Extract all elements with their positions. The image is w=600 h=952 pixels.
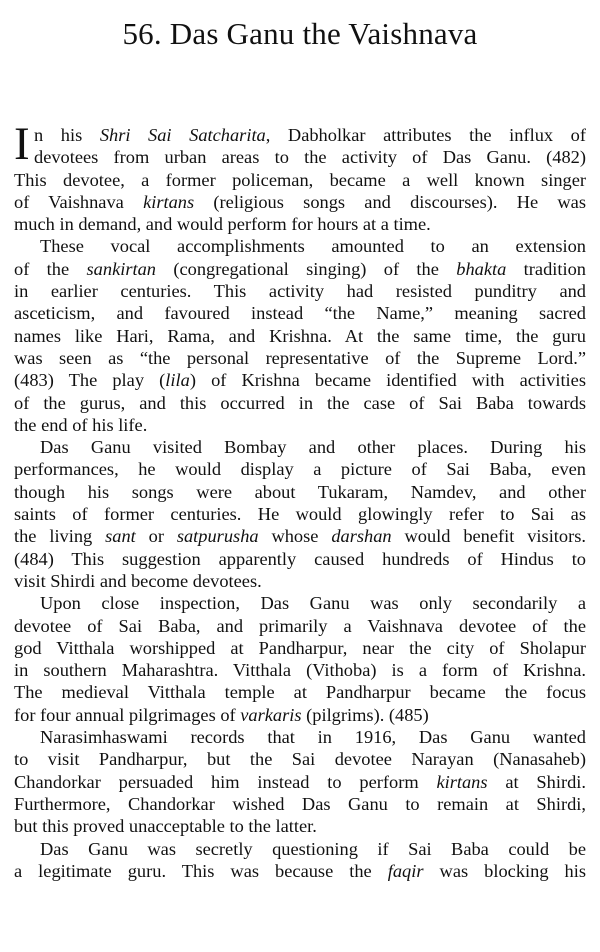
text-run: would benefit visitors.	[391, 526, 586, 547]
text-run: the end of his life.	[14, 414, 148, 435]
text-run: god Vitthala worshipped at Pandharpur, near the city of Sholapur	[14, 637, 586, 658]
italic-term: sant	[105, 526, 136, 547]
text-run: Furthermore, Chandorkar wished Das Ganu to remain at Shirdi,	[14, 793, 586, 814]
text-run: performances, he would display a picture of Sai Baba, even	[14, 459, 586, 480]
italic-term: faqir	[387, 860, 424, 881]
text-line	[14, 548, 586, 570]
text-line	[14, 414, 586, 436]
text-run: the living	[14, 526, 106, 547]
text-run: These vocal accomplishments amounted to an extension	[40, 236, 586, 257]
italic-term: lila	[165, 370, 190, 391]
text-run: was blocking his	[423, 860, 586, 881]
text-line	[14, 213, 586, 235]
text-line	[14, 392, 586, 414]
text-line	[14, 838, 586, 860]
text-run: was seen as “the personal representative of the Supreme Lord.”	[14, 347, 586, 368]
text-line	[14, 235, 586, 257]
text-run: (religious songs and discourses). He was	[194, 191, 587, 212]
text-run: devotee of Sai Baba, and primarily a Vaishnava devotee of the	[14, 615, 586, 636]
text-line	[14, 347, 586, 369]
text-line	[14, 369, 586, 391]
text-run: but this proved unacceptable to the latter.	[14, 816, 317, 837]
italic-term: kirtans	[143, 191, 195, 212]
text-line	[14, 458, 586, 480]
text-run: The medieval Vitthala temple at Pandharpur became the focus	[14, 682, 586, 703]
text-run: (pilgrims). (485)	[301, 704, 429, 725]
text-line	[14, 815, 586, 837]
text-run: asceticism, and favoured instead “the Name,” meaning sacred	[14, 303, 586, 324]
italic-term: satpurusha	[176, 526, 259, 547]
text-run: names like Hari, Rama, and Krishna. At the same time, the guru	[14, 325, 586, 346]
text-run: Das Ganu visited Bombay and other places. During his	[40, 437, 586, 458]
text-run: ) of Krishna became identified with activities	[189, 370, 586, 391]
text-run: saints of former centuries. He would glowingly refer to Sai as	[14, 504, 586, 525]
text-run: for four annual pilgrimages of	[14, 704, 241, 725]
text-run: (484) This suggestion apparently caused hundreds of Hindus to	[14, 548, 586, 569]
text-run: much in demand, and would perform for hours at a time.	[14, 214, 431, 235]
text-line	[14, 146, 586, 168]
text-run: at Shirdi.	[487, 771, 586, 792]
text-line	[14, 169, 586, 191]
italic-term: varkaris	[240, 704, 302, 725]
text-line	[14, 503, 586, 525]
text-run: though his songs were about Tukaram, Namdev, and other	[14, 481, 586, 502]
text-line	[14, 771, 586, 793]
text-line	[14, 659, 586, 681]
paragraph	[14, 592, 586, 726]
text-run: Upon close inspection, Das Ganu was only secondarily a	[40, 593, 586, 614]
body-text	[14, 118, 587, 882]
paragraph	[14, 436, 586, 592]
text-line	[14, 325, 586, 347]
text-run: in earlier centuries. This activity had resisted punditry and	[14, 281, 586, 302]
italic-term: bhakta	[456, 258, 507, 279]
text-line	[14, 681, 586, 703]
text-run: whose	[258, 526, 332, 547]
text-run: or	[135, 526, 177, 547]
text-line	[14, 258, 586, 280]
text-run: a legitimate guru. This was because the	[14, 860, 388, 881]
italic-term: kirtans	[436, 771, 488, 792]
drop-cap: I	[14, 118, 30, 170]
text-line	[14, 860, 586, 882]
text-run: (483) The play (	[14, 370, 166, 391]
text-line	[14, 793, 586, 815]
text-line	[14, 592, 586, 614]
paragraph	[14, 235, 586, 436]
text-run: tradition	[506, 258, 586, 279]
text-run: of the	[14, 258, 87, 279]
text-line	[14, 637, 586, 659]
text-line	[14, 302, 586, 324]
italic-term: darshan	[331, 526, 392, 547]
text-line	[14, 436, 586, 458]
text-run: (congregational singing) of the	[156, 258, 457, 279]
italic-term: sankirtan	[86, 258, 156, 279]
text-line	[14, 704, 586, 726]
text-run: Das Ganu was secretly questioning if Sai Baba could be	[40, 838, 586, 859]
text-line	[14, 280, 586, 302]
text-run: to visit Pandharpur, but the Sai devotee Narayan (Nanasaheb)	[14, 749, 586, 770]
text-line	[14, 748, 586, 770]
page-title: 56. Das Ganu the Vaishnava	[122, 16, 478, 51]
text-line	[14, 191, 586, 213]
paragraph	[14, 838, 586, 883]
text-run: of the gurus, and this occurred in the case of Sai Baba towards	[14, 392, 586, 413]
text-run: This devotee, a former policeman, became a well known singer	[14, 169, 586, 190]
text-run: of Vaishnava	[14, 191, 144, 212]
text-run: , Dabholkar attributes the influx of	[265, 125, 586, 145]
paragraph	[14, 118, 587, 235]
text-line	[14, 481, 586, 503]
text-run: visit Shirdi and become devotees.	[14, 570, 262, 591]
text-line	[14, 615, 586, 637]
italic-term: Shri Sai Satcharita	[99, 125, 266, 145]
text-run: Narasimhaswami records that in 1916, Das Ganu wanted	[40, 727, 586, 748]
text-line	[14, 570, 586, 592]
paragraph	[14, 726, 586, 837]
text-line	[14, 726, 586, 748]
text-run: in southern Maharashtra. Vitthala (Vithoba) is a form of Krishna.	[14, 660, 586, 681]
text-line	[14, 525, 586, 547]
text-run: Chandorkar persuaded him instead to perform	[14, 771, 437, 792]
text-run: n his	[34, 125, 100, 145]
text-run: devotees from urban areas to the activity of Das Ganu. (482)	[34, 147, 586, 168]
